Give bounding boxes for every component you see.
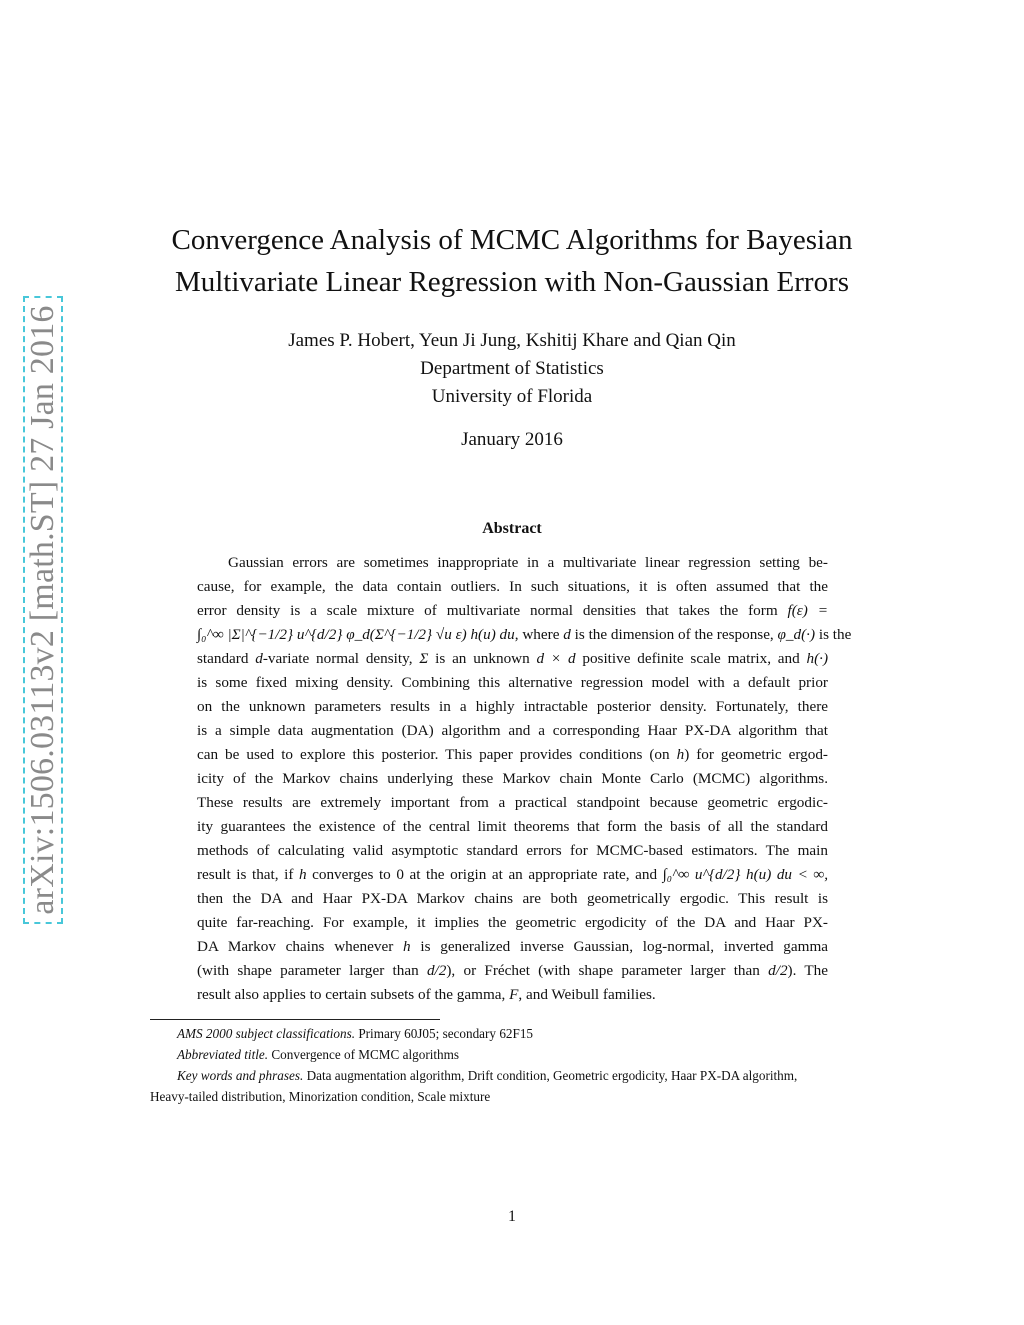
title-line-2: Multivariate Linear Regression with Non-Gaussian Errors xyxy=(174,266,850,298)
abstract-text: error density is a scale mixture of multivariate normal densities that takes the form xyxy=(197,602,778,619)
abstract-line: quite far-reaching. For example, it implies the geometric ergodicity of the DA and Haar PX- xyxy=(197,914,828,931)
authors: James P. Hobert, Yeun Ji Jung, Kshitij Khare and Qian Qin xyxy=(288,330,736,351)
footnote-text: Data augmentation algorithm, Drift condition, Geometric ergodicity, Haar PX-DA algorithm, xyxy=(306,1068,798,1083)
department: Department of Statistics xyxy=(420,358,604,379)
abstract-line xyxy=(197,599,828,623)
arxiv-stamp xyxy=(23,296,63,924)
abstract-text: , and Weibull families. xyxy=(518,986,656,1003)
formula-integral: ∫₀^∞ |Σ|^{−1/2} u^{d/2} φ_d(Σ^{−1/2} √u ε) h(u) du xyxy=(197,626,515,643)
abstract-line xyxy=(197,935,828,959)
arxiv-identifier: arXiv:1506.03113v2 [math.ST] 27 Jan 2016 xyxy=(24,305,61,915)
abstract-text: (with shape parameter larger than xyxy=(197,962,419,979)
abstract-text: DA Markov chains whenever xyxy=(197,938,394,955)
footnote-keywords-continued: Heavy-tailed distribution, Minorization condition, Scale mixture xyxy=(150,1089,491,1104)
abstract-text: converges to 0 at the origin at an appropriate rate, and xyxy=(312,866,658,883)
abstract-text: ), or Fréchet (with shape parameter larger than xyxy=(446,962,760,979)
university: University of Florida xyxy=(431,386,593,407)
abstract-line xyxy=(197,623,852,647)
abstract-line xyxy=(197,959,828,983)
math-variable: h xyxy=(298,866,307,883)
abstract-text: can be used to explore this posterior. This paper provides conditions (on xyxy=(197,746,670,763)
abstract-line xyxy=(197,743,828,767)
abstract-text: standard xyxy=(197,650,249,667)
footnote-label: Key words and phrases. xyxy=(177,1068,304,1083)
abstract-text: is an unknown xyxy=(435,650,530,667)
title-line-1: Convergence Analysis of MCMC Algorithms for Bayesian xyxy=(171,224,853,256)
abstract-line: icity of the Markov chains underlying these Markov chain Monte Carlo (MCMC) algorithms. xyxy=(197,770,828,787)
paper-title xyxy=(150,219,874,303)
abstract-line: on the unknown parameters results in a highly intractable posterior density. Fortunately, there xyxy=(197,698,828,715)
footnote-text: Primary 60J05; secondary 62F15 xyxy=(358,1026,534,1041)
footnotes xyxy=(150,1023,874,1107)
abstract-line: Gaussian errors are sometimes inappropriate in a multivariate linear regression setting be- xyxy=(228,554,828,571)
abstract-line xyxy=(197,647,828,671)
abstract-line xyxy=(197,983,828,1007)
abstract-heading: Abstract xyxy=(482,520,542,537)
footnote-label: AMS 2000 subject classifications. xyxy=(177,1026,356,1041)
footnote-label: Abbreviated title. xyxy=(177,1047,269,1062)
footnote-text: Convergence of MCMC algorithms xyxy=(271,1047,460,1062)
footnote-keywords xyxy=(150,1065,874,1086)
math-variable: h xyxy=(676,746,685,763)
abstract-text: ). The xyxy=(787,962,828,979)
abstract-line xyxy=(197,863,828,887)
abstract-text: result also applies to certain subsets of the gamma, xyxy=(197,986,506,1003)
abstract-line: cause, for example, the data contain outliers. In such situations, it is often assumed that the xyxy=(197,578,828,595)
abstract-text: ) for geometric ergod- xyxy=(684,746,828,763)
abstract-text: is generalized inverse Gaussian, log-normal, inverted gamma xyxy=(420,938,829,955)
math-variable: d/2 xyxy=(768,962,788,979)
abstract-line: ity guarantees the existence of the central limit theorems that form the basis of all the standard xyxy=(197,818,828,835)
abstract-line: methods of calculating valid asymptotic standard errors for MCMC-based estimators. The main xyxy=(197,842,828,859)
footnote-divider xyxy=(150,1019,440,1020)
math-variable: h(·) xyxy=(806,650,829,667)
footnote-ams xyxy=(150,1023,874,1044)
abstract-line: then the DA and Haar PX-DA Markov chains are both geometrically ergodic. This result is xyxy=(197,890,828,907)
math-variable: d × d xyxy=(536,650,576,667)
abstract-text: is the xyxy=(818,626,852,643)
math-variable: d xyxy=(255,650,263,667)
date: January 2016 xyxy=(461,429,563,450)
math-variable: h xyxy=(403,938,411,955)
math-variable: d/2 xyxy=(426,962,447,979)
page-number: 1 xyxy=(508,1208,516,1225)
abstract-line: is some fixed mixing density. Combining this alternative regression model with a default prior xyxy=(197,674,828,691)
math-variable: Σ xyxy=(419,650,429,667)
abstract-text: is the dimension of the response, xyxy=(574,626,774,643)
abstract-text: result is that, if xyxy=(197,866,294,883)
abstract-text: positive definite scale matrix, and xyxy=(582,650,800,667)
abstract-text: , where xyxy=(514,626,560,643)
math-variable: d xyxy=(563,626,571,643)
abstract-line: is a simple data augmentation (DA) algorithm and a corresponding Haar PX-DA algorithm that xyxy=(197,722,828,739)
math-variable: F xyxy=(509,986,519,1003)
abstract-text: -variate normal density, xyxy=(262,650,413,667)
abstract-body xyxy=(197,551,852,1007)
footnote-abbreviated-title xyxy=(150,1044,874,1065)
math-variable: φ_d(·) xyxy=(777,626,816,643)
formula-moment: ∫₀^∞ u^{d/2} h(u) du < ∞, xyxy=(662,866,829,883)
abstract-line: These results are extremely important from a practical standpoint because geometric ergodic- xyxy=(197,794,828,811)
formula-density: f(ε) = xyxy=(787,602,828,619)
